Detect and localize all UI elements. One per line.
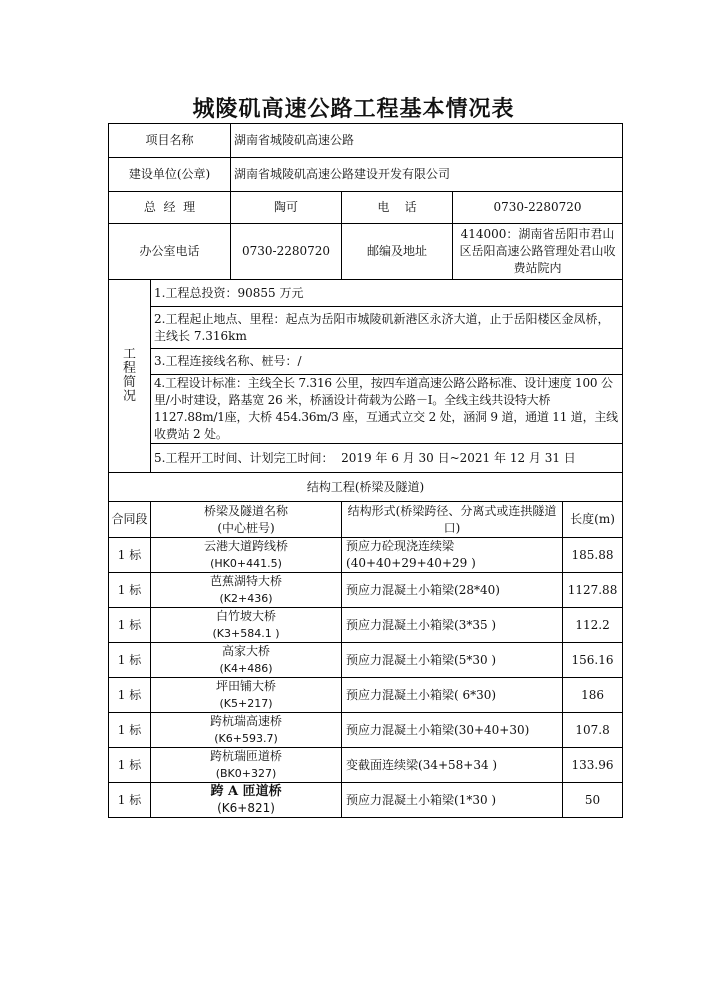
- manager-row: [109, 192, 623, 224]
- page-title: 城陵矶高速公路工程基本情况表: [192, 97, 515, 122]
- table-row: [109, 748, 623, 783]
- builder-label: 建设单位(公章): [109, 158, 231, 192]
- table-row: [109, 608, 623, 643]
- office-row: [109, 224, 623, 280]
- overview-route: 2.工程起止地点、里程：起点为岳阳市城陵矶新港区永济大道，止于岳阳楼区金凤桥，主线长 7.316km: [151, 307, 623, 349]
- builder-row: [109, 158, 623, 192]
- row-structure-form: 变截面连续梁(34+58+34 ): [342, 748, 563, 783]
- row-section: 1 标: [109, 538, 151, 573]
- postal-label: 邮编及地址: [342, 224, 453, 280]
- office-phone-value: 0730-2280720: [231, 224, 342, 280]
- col-length-header: 长度(m): [563, 502, 623, 538]
- overview-standard: 4.工程设计标准：主线全长 7.316 公里，按四车道高速公路公路标准、设计速度 100 公里/小时建设，路基宽 26 米，桥涵设计荷载为公路－I。全线主线共设特大桥 1127.88m/1座，大桥 454.36m/3 座，互通式立交 2 处，涵洞 9 道，通道 11 道，主线收费站 2 处。: [151, 375, 623, 444]
- row-structure-form: 预应力混凝土小箱梁( 6*30): [342, 678, 563, 713]
- phone-value: 0730-2280720: [453, 192, 623, 224]
- row-bridge-name: 高家大桥 (K4+486): [151, 643, 342, 678]
- overview-connector: 3.工程连接线名称、桩号：/: [151, 349, 623, 375]
- project-name-row: [109, 124, 623, 158]
- overview-side-label: 工 程 简 况: [109, 280, 151, 473]
- gm-value: 陶可: [231, 192, 342, 224]
- row-length: 186: [563, 678, 623, 713]
- row-section: 1 标: [109, 748, 151, 783]
- table-row: [109, 783, 623, 818]
- table-row: [109, 538, 623, 573]
- col-section-header: 合同段: [109, 502, 151, 538]
- row-section: 1 标: [109, 713, 151, 748]
- row-bridge-name: 芭蕉湖特大桥 (K2+436): [151, 573, 342, 608]
- postal-value: 414000：湖南省岳阳市君山区岳阳高速公路管理处君山收费站院内: [453, 224, 623, 280]
- project-name-label: 项目名称: [109, 124, 231, 158]
- table-row: [109, 678, 623, 713]
- row-section: 1 标: [109, 783, 151, 818]
- overview-schedule: 5.工程开工时间、计划完工时间： 2019 年 6 月 30 日~2021 年 12 月 31 日: [151, 444, 623, 473]
- project-info-table: [108, 123, 623, 818]
- gm-label: 总 经 理: [109, 192, 231, 224]
- row-bridge-name: 白竹坡大桥 (K3+584.1 ): [151, 608, 342, 643]
- row-section: 1 标: [109, 678, 151, 713]
- col-form-header: 结构形式(桥梁跨径、分离式或连拱隧道口): [342, 502, 563, 538]
- builder-value: 湖南省城陵矶高速公路建设开发有限公司: [231, 158, 623, 192]
- structure-section-row: [109, 473, 623, 502]
- row-section: 1 标: [109, 608, 151, 643]
- row-length: 156.16: [563, 643, 623, 678]
- row-section: 1 标: [109, 573, 151, 608]
- overview-item: [109, 444, 623, 473]
- table-row: [109, 643, 623, 678]
- overview-item: [109, 349, 623, 375]
- row-structure-form: 预应力混凝土小箱梁(5*30 ): [342, 643, 563, 678]
- row-length: 1127.88: [563, 573, 623, 608]
- row-bridge-name: 坪田铺大桥 (K5+217): [151, 678, 342, 713]
- row-length: 112.2: [563, 608, 623, 643]
- overview-item: [109, 375, 623, 444]
- row-bridge-name: 云港大道跨线桥 (HK0+441.5): [151, 538, 342, 573]
- table-row: [109, 573, 623, 608]
- row-bridge-name: 跨杭瑞高速桥 (K6+593.7): [151, 713, 342, 748]
- row-length: 50: [563, 783, 623, 818]
- overview-investment: 1.工程总投资：90855 万元: [151, 280, 623, 307]
- overview-item: [109, 280, 623, 307]
- row-bridge-name: 跨杭瑞匝道桥 (BK0+327): [151, 748, 342, 783]
- row-length: 185.88: [563, 538, 623, 573]
- row-section: 1 标: [109, 643, 151, 678]
- row-structure-form: 预应力混凝土小箱梁(3*35 ): [342, 608, 563, 643]
- structure-header-row: [109, 502, 623, 538]
- office-phone-label: 办公室电话: [109, 224, 231, 280]
- row-bridge-name: 跨 A 匝道桥 (K6+821): [151, 783, 342, 818]
- row-length: 133.96: [563, 748, 623, 783]
- row-structure-form: 预应力砼现浇连续梁(40+40+29+40+29 ): [342, 538, 563, 573]
- row-structure-form: 预应力混凝土小箱梁(30+40+30): [342, 713, 563, 748]
- row-structure-form: 预应力混凝土小箱梁(1*30 ): [342, 783, 563, 818]
- col-name-header: 桥梁及隧道名称 (中心桩号): [151, 502, 342, 538]
- row-length: 107.8: [563, 713, 623, 748]
- row-structure-form: 预应力混凝土小箱梁(28*40): [342, 573, 563, 608]
- structure-section-title: 结构工程(桥梁及隧道): [109, 473, 623, 502]
- table-row: [109, 713, 623, 748]
- project-name-value: 湖南省城陵矶高速公路: [231, 124, 623, 158]
- overview-item: [109, 307, 623, 349]
- phone-label: 电 话: [342, 192, 453, 224]
